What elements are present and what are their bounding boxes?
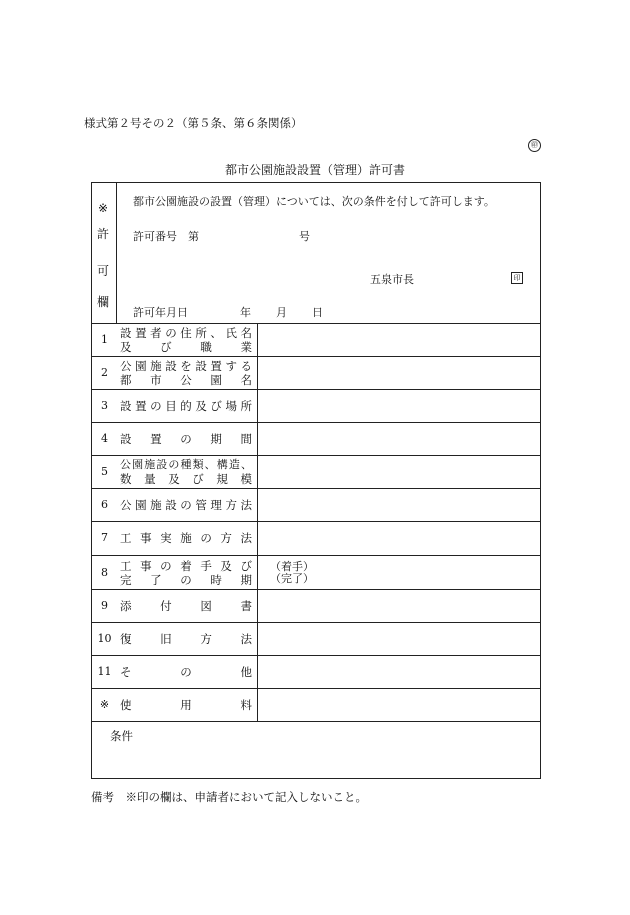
- label-char: 設: [195, 359, 207, 373]
- label-char: る: [240, 359, 252, 373]
- row-label-line: [120, 631, 252, 647]
- label-char: 施: [150, 498, 162, 512]
- row-label: [120, 530, 252, 546]
- label-char: の: [160, 559, 172, 573]
- row-label-line: [120, 373, 252, 387]
- permit-asterisk-mark: ※: [97, 201, 109, 215]
- conditions-label: 条件: [110, 729, 133, 743]
- permit-side-char: 許: [96, 227, 109, 241]
- row-label-line: [120, 326, 252, 340]
- label-char: 者: [150, 326, 162, 340]
- label-char: 公: [180, 373, 192, 387]
- permit-date-year: 年: [240, 306, 251, 319]
- label-char: 添: [120, 599, 132, 613]
- row-label-line: [120, 497, 252, 513]
- label-char: 住: [180, 326, 192, 340]
- label-char: び: [160, 340, 172, 354]
- label-char: 園: [132, 458, 144, 471]
- label-char: 及: [120, 340, 132, 354]
- label-char: の: [180, 665, 192, 679]
- row-number: ※: [99, 698, 110, 711]
- row-label-line: [120, 530, 252, 546]
- label-char: 事: [140, 559, 152, 573]
- label-char: 法: [240, 531, 252, 545]
- row-label-line: [120, 458, 252, 472]
- label-char: 園: [210, 373, 222, 387]
- row-number: 2: [101, 366, 108, 379]
- row-label-line: [120, 340, 252, 354]
- label-char: の: [150, 399, 162, 413]
- label-char: 工: [120, 559, 132, 573]
- footnote: 備考 ※印の欄は、申請者において記入しないこと。: [91, 790, 367, 804]
- label-char: 図: [200, 599, 212, 613]
- label-char: 名: [240, 326, 252, 340]
- row-divider: [91, 721, 541, 722]
- label-char: 及: [220, 559, 232, 573]
- row-label: [120, 431, 252, 447]
- table-row: [92, 656, 540, 688]
- label-char: 種: [180, 458, 192, 471]
- start-time-label: （着手）: [270, 560, 314, 573]
- label-char: 、: [240, 458, 252, 471]
- label-char: 事: [140, 531, 152, 545]
- label-char: 場: [225, 399, 237, 413]
- row-label-line: [120, 431, 252, 447]
- label-char: 園: [135, 498, 147, 512]
- label-char: 及: [195, 399, 207, 413]
- table-row: [92, 522, 540, 555]
- label-char: び: [240, 559, 252, 573]
- label-char: の: [180, 498, 192, 512]
- row-label: [120, 326, 252, 354]
- table-row: [92, 390, 540, 422]
- label-char: 職: [200, 340, 212, 354]
- label-char: 理: [210, 498, 222, 512]
- label-char: 了: [150, 573, 162, 587]
- permit-statement: 都市公園施設の設置（管理）については、次の条件を付して許可します。: [133, 195, 495, 208]
- row-label-line: [120, 398, 252, 414]
- row-number: 3: [101, 399, 108, 412]
- label-char: 完: [120, 573, 132, 587]
- row-number: 1: [101, 333, 108, 346]
- label-char: 工: [120, 531, 132, 545]
- label-char: 設: [165, 359, 177, 373]
- label-char: 置: [135, 326, 147, 340]
- label-char: を: [180, 359, 192, 373]
- label-char: 法: [240, 498, 252, 512]
- label-char: 設: [120, 399, 132, 413]
- label-char: 公: [120, 458, 131, 471]
- label-char: 市: [150, 373, 162, 387]
- label-char: 造: [228, 458, 240, 471]
- row-number: 6: [101, 498, 108, 511]
- label-char: す: [225, 359, 237, 373]
- row-label: [120, 497, 252, 513]
- row-label: [120, 664, 252, 680]
- label-char: 置: [135, 399, 147, 413]
- label-char: 手: [200, 559, 212, 573]
- label-char: 施: [150, 359, 162, 373]
- permit-mark-divider: [116, 182, 117, 323]
- label-char: 、: [204, 458, 216, 471]
- row-value: [270, 561, 314, 585]
- label-char: 法: [240, 632, 252, 646]
- label-char: 時: [210, 573, 222, 587]
- label-char: 期: [210, 432, 222, 446]
- label-char: 規: [216, 472, 228, 486]
- row-number: 5: [101, 465, 108, 478]
- seal-mark: 印: [511, 272, 523, 284]
- table-row: [92, 357, 540, 389]
- label-char: 用: [180, 698, 192, 712]
- label-char: 期: [240, 573, 252, 587]
- row-label-line: [120, 598, 252, 614]
- label-char: 方: [200, 632, 212, 646]
- label-char: 置: [150, 432, 162, 446]
- table-row: [92, 423, 540, 455]
- permit-date-day: 日: [312, 306, 323, 319]
- row-label-line: [120, 573, 252, 587]
- label-char: 、: [210, 326, 222, 340]
- permit-number-label: 許可番号 第: [133, 230, 199, 243]
- label-char: 所: [240, 399, 252, 413]
- label-char: の: [165, 326, 177, 340]
- table-row: [92, 556, 540, 589]
- row-label-line: [120, 697, 252, 713]
- label-char: 着: [180, 559, 192, 573]
- label-char: 公: [120, 359, 132, 373]
- label-char: そ: [120, 665, 132, 679]
- label-char: 名: [240, 373, 252, 387]
- row-label-line: [120, 664, 252, 680]
- document-title: 都市公園施設設置（管理）許可書: [224, 163, 405, 177]
- label-char: 施: [144, 458, 156, 471]
- label-char: 施: [180, 531, 192, 545]
- label-char: 書: [240, 599, 252, 613]
- label-char: 方: [225, 498, 237, 512]
- row-number: 4: [101, 432, 108, 445]
- table-row: [92, 489, 540, 521]
- label-char: び: [192, 472, 204, 486]
- label-char: 的: [180, 399, 192, 413]
- row-label: [120, 697, 252, 713]
- label-char: 設: [165, 498, 177, 512]
- table-row: [92, 623, 540, 655]
- form-number: 様式第２号その２（第５条、第６条関係）: [84, 116, 303, 130]
- label-char: 及: [168, 472, 180, 486]
- permit-date-month: 月: [276, 306, 287, 319]
- row-label-line: [120, 472, 252, 486]
- label-char: 業: [240, 340, 252, 354]
- permit-number-suffix: 号: [299, 230, 310, 243]
- table-row: [92, 456, 540, 488]
- row-number: 7: [101, 531, 108, 544]
- mayor-title: 五泉市長: [370, 273, 414, 286]
- label-char: 目: [165, 399, 177, 413]
- label-char: 量: [144, 472, 156, 486]
- label-char: 類: [192, 458, 204, 471]
- label-char: 都: [120, 373, 132, 387]
- row-number: 11: [97, 665, 112, 678]
- label-char: 復: [120, 632, 132, 646]
- row-label: [120, 598, 252, 614]
- label-char: 管: [195, 498, 207, 512]
- table-row: [92, 590, 540, 622]
- label-char: 間: [240, 432, 252, 446]
- label-char: 設: [156, 458, 168, 471]
- label-char: 使: [120, 698, 132, 712]
- label-char: 他: [240, 665, 252, 679]
- row-label: [120, 559, 252, 587]
- row-label: [120, 398, 252, 414]
- label-char: 園: [135, 359, 147, 373]
- label-char: の: [168, 458, 180, 471]
- table-row: [92, 324, 540, 356]
- corner-seal-mark: ㊞: [528, 139, 541, 152]
- row-label: [120, 631, 252, 647]
- label-char: び: [210, 399, 222, 413]
- label-char: 実: [160, 531, 172, 545]
- label-char: 付: [160, 599, 172, 613]
- permit-side-char: 可: [96, 264, 109, 278]
- permit-side-char: 欄: [96, 295, 109, 309]
- completion-time-label: （完了）: [270, 572, 314, 585]
- label-char: 氏: [225, 326, 237, 340]
- label-char: の: [200, 531, 212, 545]
- label-char: 置: [210, 359, 222, 373]
- row-label-line: [120, 359, 252, 373]
- label-char: の: [180, 573, 192, 587]
- label-char: 公: [120, 498, 132, 512]
- row-number: 9: [101, 599, 108, 612]
- label-char: 所: [195, 326, 207, 340]
- table-row: [92, 689, 540, 721]
- row-number: 10: [97, 632, 112, 645]
- label-char: 設: [120, 326, 132, 340]
- permit-date-label: 許可年月日: [133, 306, 188, 319]
- label-char: 旧: [160, 632, 172, 646]
- row-number: 8: [101, 566, 108, 579]
- label-char: 方: [220, 531, 232, 545]
- row-label: [120, 359, 252, 387]
- label-char: 構: [216, 458, 228, 471]
- label-char: 模: [240, 472, 252, 486]
- label-char: 数: [120, 472, 132, 486]
- label-char: 料: [240, 698, 252, 712]
- label-char: の: [180, 432, 192, 446]
- row-label-line: [120, 559, 252, 573]
- row-label: [120, 458, 252, 486]
- label-char: 設: [120, 432, 132, 446]
